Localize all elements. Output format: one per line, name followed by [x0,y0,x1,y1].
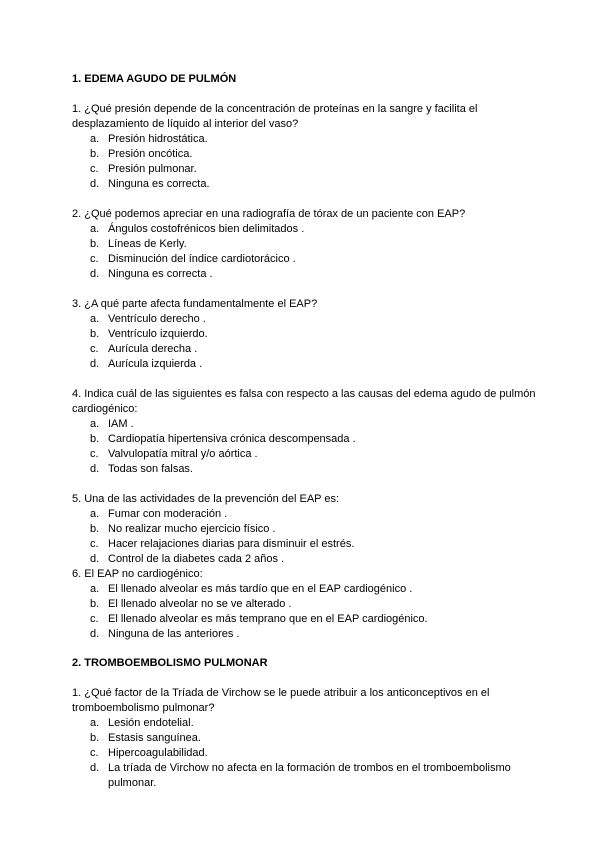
options-list [72,582,540,642]
question-text: 5. Una de las actividades de la prevención del EAP es: [72,493,340,505]
option-c: c. Aurícula derecha . [90,343,198,355]
option-c: c. Valvulopatía mitral y/o aórtica . [90,448,258,460]
question-text: 1. ¿Qué factor de la Tríada de Virchow se le puede atribuir a los anticonceptivos en el tromboembolismo pulmonar? [72,687,490,714]
options-list [72,222,540,282]
option-c: c. Presión pulmonar. [90,163,197,175]
question-text: 1. ¿Qué presión depende de la concentración de proteínas en la sangre y facilita el desplazamiento de líquido al interior del vaso? [72,103,478,130]
question-text: 4. Indica cuál de las siguientes es falsa con respecto a las causas del edema agudo de pulmón cardiogénico: [72,388,536,415]
options-list [72,716,540,791]
question-1-5 [72,492,540,567]
question-text: 2. ¿Qué podemos apreciar en una radiografía de tórax de un paciente con EAP? [72,208,466,220]
option-d: d. Control de la diabetes cada 2 años . [90,553,285,565]
option-a: a. Lesión endotelial. [90,717,194,729]
option-b: b. Líneas de Kerly. [90,238,187,250]
options-list [72,417,540,477]
option-b: b. Presión oncótica. [90,148,193,160]
option-c: c. Hipercoagulabilidad. [90,747,208,759]
option-a: a. El llenado alveolar es más tardío que en el EAP cardiogénico . [90,583,413,595]
question-1-6 [72,567,540,642]
option-a: a. Presión hidrostática. [90,133,208,145]
option-b: b. Ventrículo izquierdo. [90,328,208,340]
question-1-1 [72,102,540,192]
option-a: a. IAM . [90,418,134,430]
option-c: c. Hacer relajaciones diarias para disminuir el estrés. [90,538,355,550]
question-text: 3. ¿A qué parte afecta fundamentalmente el EAP? [72,298,318,310]
option-c: c. Disminución del índice cardiotorácico . [90,253,296,265]
option-d: d. Ninguna es correcta . [90,268,213,280]
question-text: 6. El EAP no cardiogénico: [72,568,203,580]
option-a: a. Ventrículo derecho . [90,313,206,325]
option-d: d. Ninguna de las anteriores . [90,628,240,640]
option-d: d. Aurícula izquierda . [90,358,203,370]
question-1-2 [72,207,540,282]
options-list [72,132,540,192]
option-a: a. Ángulos costofrénicos bien delimitados . [90,223,305,235]
question-2-1 [72,686,540,791]
option-d: d. Ninguna es correcta. [90,178,210,190]
question-1-4 [72,387,540,477]
section-title: 2. TROMBOEMBOLISMO PULMONAR [72,657,268,669]
options-list [72,507,540,567]
option-a: a. Fumar con moderación . [90,508,228,520]
option-b: b. Cardiopatía hipertensiva crónica descompensada . [90,433,356,445]
option-d: d. Todas son falsas. [90,463,193,475]
section-title: 1. EDEMA AGUDO DE PULMÓN [72,73,237,85]
option-b: b. El llenado alveolar no se ve alterado . [90,598,292,610]
question-1-3 [72,297,540,372]
option-c: c. El llenado alveolar es más temprano que en el EAP cardiogénico. [90,613,428,625]
option-b: b. No realizar mucho ejercicio físico . [90,523,276,535]
option-b: b. Estasis sanguínea. [90,732,201,744]
options-list [72,312,540,372]
option-d: d. La tríada de Virchow no afecta en la formación de trombos en el tromboembolismo pulmonar. [90,762,511,789]
